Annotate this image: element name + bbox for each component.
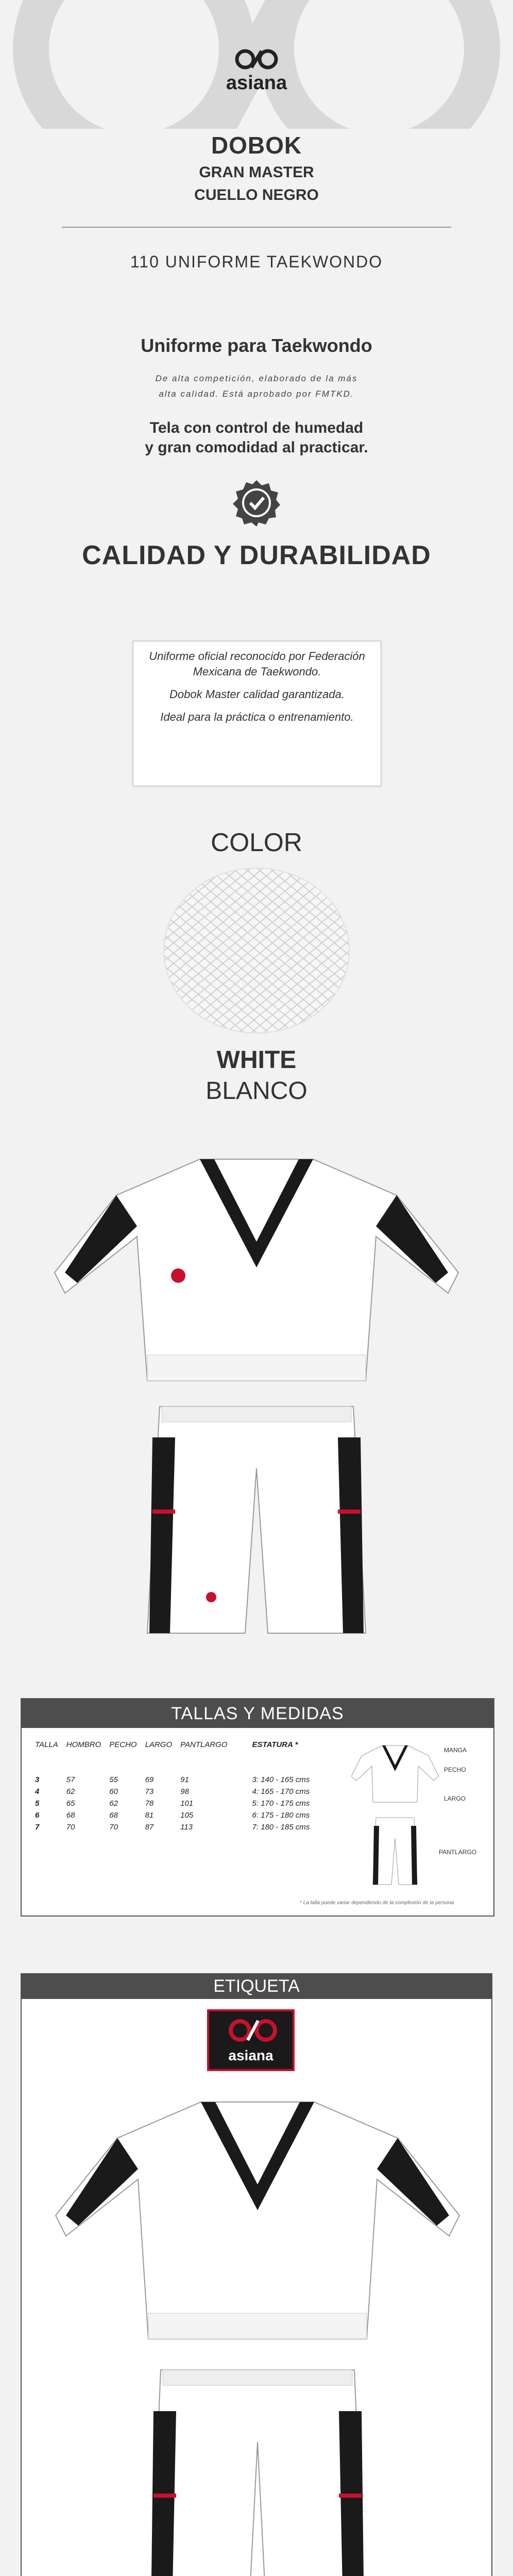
- tag-brand: asiana: [228, 2047, 273, 2063]
- col-pecho: PECHO: [109, 1740, 137, 1749]
- table-row: 7 70 70 87 113 7: 180 - 185 cms: [35, 1823, 310, 1832]
- table-row: 5 65 62 78 101 5: 170 - 175 cms: [35, 1799, 310, 1808]
- uniform-label-illustration: [37, 2092, 478, 2576]
- size-note: * La talla puede variar dependiendo de la complexión de la persona: [300, 1900, 454, 1906]
- label-section: [21, 1999, 492, 2576]
- table-row: 4 62 60 73 98 4: 165 - 170 cms: [35, 1787, 310, 1796]
- color-name: WHITE: [216, 1046, 297, 1074]
- label-pecho: PECHO: [444, 1766, 466, 1773]
- size-chart: [21, 1698, 494, 1917]
- col-pantlargo: PANTLARGO: [180, 1740, 228, 1749]
- uniform-illustration: [36, 1149, 477, 1643]
- col-talla: TALLA: [35, 1740, 58, 1749]
- intro-desc-line1: De alta competición, elaborado de la más: [155, 374, 358, 383]
- size-chart-title: TALLAS Y MEDIDAS: [22, 1699, 493, 1728]
- intro-title: Uniforme para Taekwondo: [141, 335, 372, 356]
- size-table: [31, 1740, 314, 1833]
- info-line-1: Uniforme oficial reconocido por Federación Mexicana de Taekwondo.: [149, 650, 365, 678]
- divider: [62, 227, 451, 228]
- label-largo: LARGO: [444, 1795, 466, 1802]
- col-largo: LARGO: [145, 1740, 173, 1749]
- intro-tela-line2: y gran comodidad al practicar.: [145, 439, 368, 456]
- size-diagram: [351, 1740, 439, 1890]
- intro-desc-line2: alta calidad. Está aprobado por FMTKD.: [159, 389, 354, 399]
- brand-name: asiana: [226, 72, 287, 94]
- brand-tag: [207, 2009, 295, 2071]
- product-title: DOBOK: [211, 132, 302, 159]
- info-line-2: Dobok Master calidad garantizada.: [169, 688, 345, 701]
- intro-desc: [0, 371, 513, 402]
- product-line1: GRAN MASTER: [199, 164, 314, 181]
- label-manga: MANGA: [444, 1747, 467, 1754]
- badge-check-icon: [233, 479, 280, 527]
- model-label: 110 UNIFORME TAEKWONDO: [130, 252, 383, 271]
- info-line-3: Ideal para la práctica o entrenamiento.: [160, 710, 354, 723]
- tag-logo-icon: [227, 2018, 279, 2043]
- color-name-es: BLANCO: [206, 1077, 307, 1105]
- brand-watermark-logo: [0, 0, 513, 129]
- label-pantlargo: PANTLARGO: [439, 1849, 477, 1856]
- intro-tela: [0, 418, 513, 457]
- quality-title: CALIDAD Y DURABILIDAD: [82, 540, 431, 570]
- intro-tela-line1: Tela con control de humedad: [149, 419, 364, 436]
- color-title: COLOR: [211, 828, 302, 857]
- info-box: [133, 641, 381, 786]
- product-line2: CUELLO NEGRO: [194, 187, 319, 204]
- table-row: 6 68 68 81 105 6: 175 - 180 cms: [35, 1811, 310, 1820]
- table-row: 3 57 55 69 91 3: 140 - 165 cms: [35, 1775, 310, 1784]
- col-estatura: ESTATURA *: [252, 1740, 298, 1749]
- label-section-title: ETIQUETA: [21, 1973, 492, 1999]
- fabric-swatch: [161, 866, 352, 1036]
- col-hombro: HOMBRO: [66, 1740, 101, 1749]
